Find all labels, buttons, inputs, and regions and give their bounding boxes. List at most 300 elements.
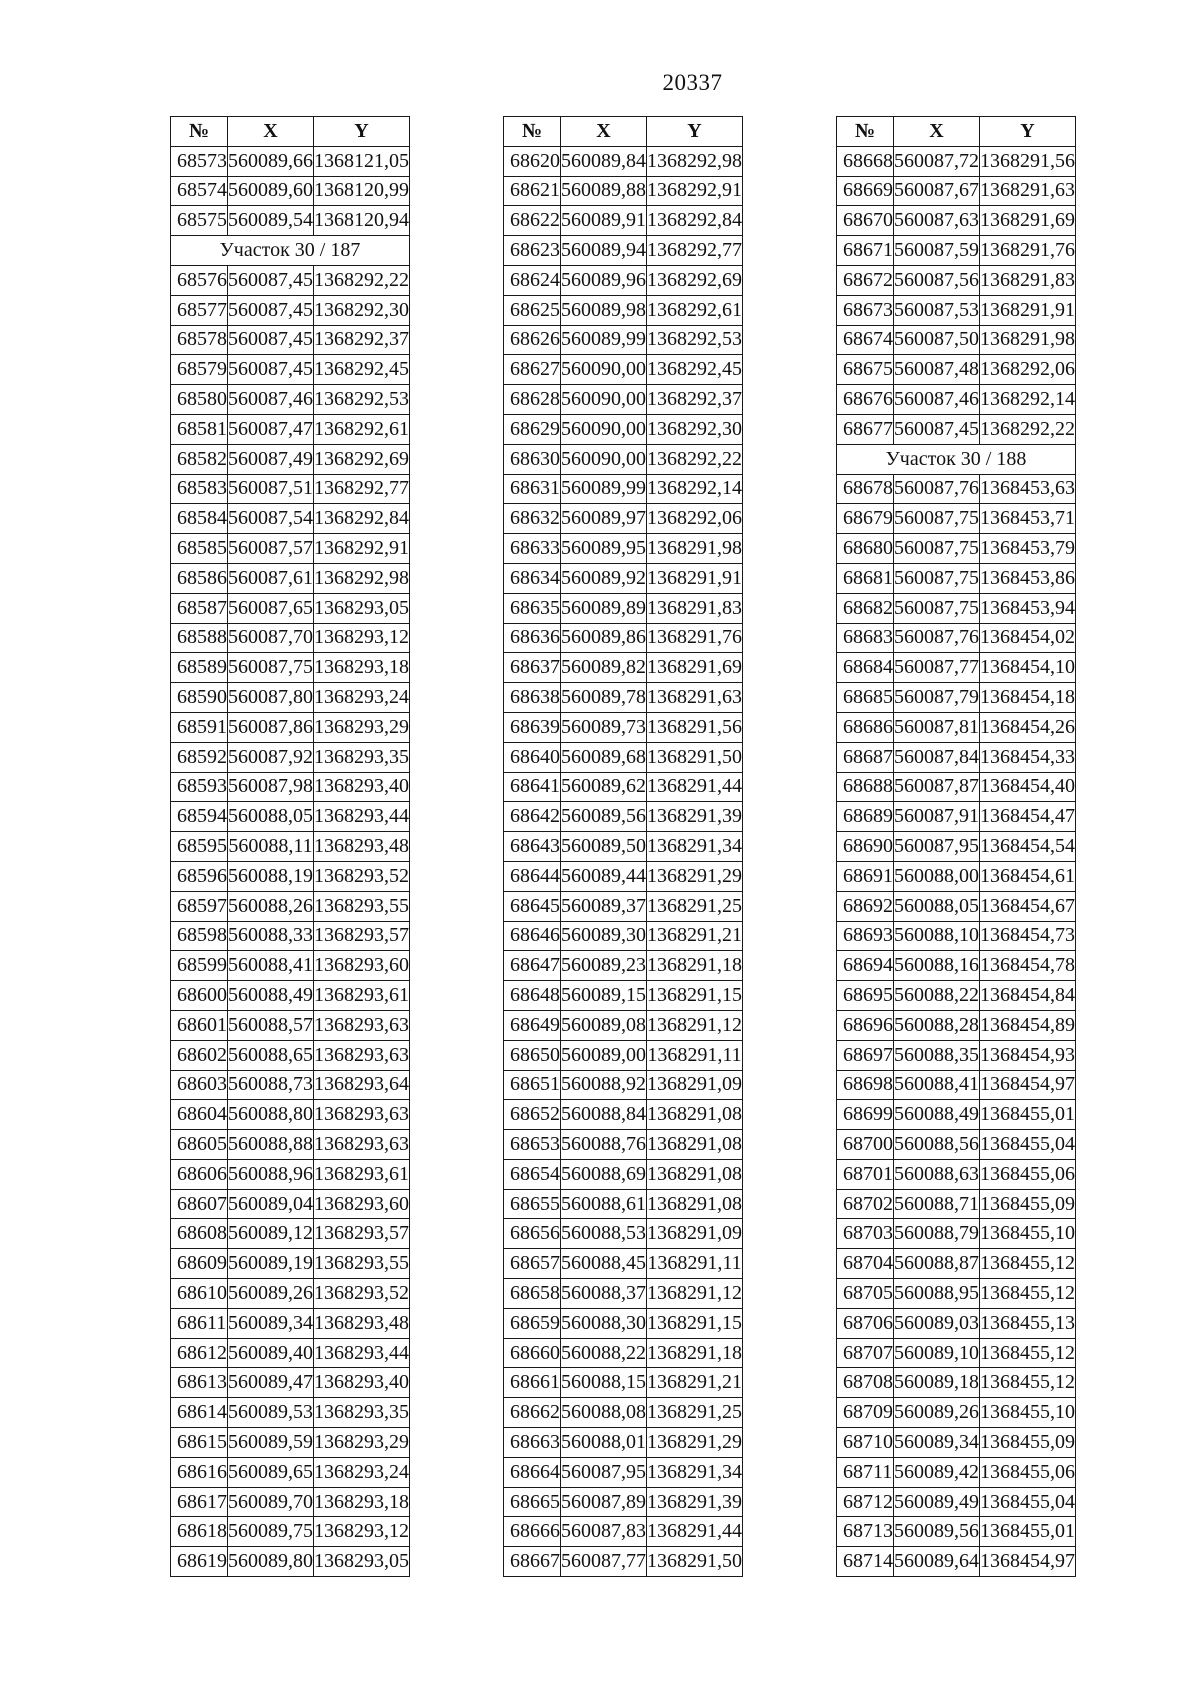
point-number-cell: 68706 — [837, 1308, 894, 1338]
table-row — [837, 1457, 1076, 1487]
table-row — [504, 1219, 743, 1249]
table-row — [171, 1428, 410, 1458]
table-row — [171, 206, 410, 236]
table-row — [504, 504, 743, 534]
x-coordinate-cell: 560089,34 — [894, 1428, 980, 1458]
table-row — [837, 206, 1076, 236]
table-row — [171, 832, 410, 862]
x-coordinate-cell: 560090,00 — [561, 355, 647, 385]
point-number-cell: 68704 — [837, 1249, 894, 1279]
point-number-cell: 68575 — [171, 206, 228, 236]
point-number-cell: 68655 — [504, 1189, 561, 1219]
point-number-cell: 68590 — [171, 683, 228, 713]
table-row — [171, 951, 410, 981]
point-number-cell: 68606 — [171, 1159, 228, 1189]
y-coordinate-cell: 1368291,63 — [980, 176, 1076, 206]
y-coordinate-cell: 1368453,63 — [980, 474, 1076, 504]
table-row — [504, 1428, 743, 1458]
y-coordinate-cell: 1368454,54 — [980, 832, 1076, 862]
x-coordinate-cell: 560089,56 — [561, 802, 647, 832]
point-number-cell: 68613 — [171, 1368, 228, 1398]
point-number-cell: 68597 — [171, 891, 228, 921]
y-coordinate-cell: 1368293,61 — [314, 1159, 410, 1189]
table-row — [504, 1130, 743, 1160]
point-number-cell: 68615 — [171, 1428, 228, 1458]
y-coordinate-cell: 1368292,98 — [314, 563, 410, 593]
x-coordinate-cell: 560088,05 — [894, 891, 980, 921]
point-number-cell: 68712 — [837, 1487, 894, 1517]
table-row — [504, 891, 743, 921]
header-x: X — [228, 117, 314, 147]
point-number-cell: 68617 — [171, 1487, 228, 1517]
y-coordinate-cell: 1368454,73 — [980, 921, 1076, 951]
table-row — [504, 563, 743, 593]
point-number-cell: 68587 — [171, 593, 228, 623]
point-number-cell: 68624 — [504, 265, 561, 295]
y-coordinate-cell: 1368455,10 — [980, 1398, 1076, 1428]
x-coordinate-cell: 560089,89 — [561, 593, 647, 623]
x-coordinate-cell: 560089,68 — [561, 742, 647, 772]
x-coordinate-cell: 560089,64 — [894, 1547, 980, 1577]
point-number-cell: 68698 — [837, 1070, 894, 1100]
point-number-cell: 68707 — [837, 1338, 894, 1368]
y-coordinate-cell: 1368292,22 — [980, 414, 1076, 444]
table-body — [837, 146, 1076, 1576]
point-number-cell: 68632 — [504, 504, 561, 534]
table-row — [837, 712, 1076, 742]
point-number-cell: 68687 — [837, 742, 894, 772]
table-row — [837, 563, 1076, 593]
x-coordinate-cell: 560087,83 — [561, 1517, 647, 1547]
y-coordinate-cell: 1368293,24 — [314, 683, 410, 713]
point-number-cell: 68642 — [504, 802, 561, 832]
point-number-cell: 68631 — [504, 474, 561, 504]
y-coordinate-cell: 1368293,48 — [314, 832, 410, 862]
y-coordinate-cell: 1368454,10 — [980, 653, 1076, 683]
point-number-cell: 68608 — [171, 1219, 228, 1249]
table-row — [171, 623, 410, 653]
table-row — [504, 712, 743, 742]
table-row — [504, 1010, 743, 1040]
table-row — [504, 444, 743, 474]
point-number-cell: 68600 — [171, 981, 228, 1011]
y-coordinate-cell: 1368292,30 — [314, 295, 410, 325]
x-coordinate-cell: 560087,45 — [894, 414, 980, 444]
point-number-cell: 68574 — [171, 176, 228, 206]
x-coordinate-cell: 560087,53 — [894, 295, 980, 325]
x-coordinate-cell: 560087,45 — [228, 295, 314, 325]
table-row — [837, 593, 1076, 623]
point-number-cell: 68711 — [837, 1457, 894, 1487]
point-number-cell: 68584 — [171, 504, 228, 534]
x-coordinate-cell: 560089,42 — [894, 1457, 980, 1487]
table-row — [837, 981, 1076, 1011]
y-coordinate-cell: 1368293,64 — [314, 1070, 410, 1100]
table-row — [171, 772, 410, 802]
y-coordinate-cell: 1368291,83 — [980, 265, 1076, 295]
table-row — [504, 683, 743, 713]
y-coordinate-cell: 1368291,08 — [647, 1130, 743, 1160]
point-number-cell: 68664 — [504, 1457, 561, 1487]
y-coordinate-cell: 1368291,18 — [647, 951, 743, 981]
table-row — [504, 236, 743, 266]
y-coordinate-cell: 1368291,15 — [647, 981, 743, 1011]
point-number-cell: 68648 — [504, 981, 561, 1011]
point-number-cell: 68682 — [837, 593, 894, 623]
y-coordinate-cell: 1368291,25 — [647, 891, 743, 921]
x-coordinate-cell: 560089,56 — [894, 1517, 980, 1547]
x-coordinate-cell: 560088,22 — [561, 1338, 647, 1368]
x-coordinate-cell: 560087,72 — [894, 146, 980, 176]
x-coordinate-cell: 560087,48 — [894, 355, 980, 385]
y-coordinate-cell: 1368292,22 — [647, 444, 743, 474]
table-row — [171, 474, 410, 504]
x-coordinate-cell: 560089,40 — [228, 1338, 314, 1368]
y-coordinate-cell: 1368454,67 — [980, 891, 1076, 921]
point-number-cell: 68691 — [837, 861, 894, 891]
table-row — [504, 1517, 743, 1547]
table-row — [171, 355, 410, 385]
table-row — [837, 861, 1076, 891]
point-number-cell: 68667 — [504, 1547, 561, 1577]
table-row — [837, 891, 1076, 921]
y-coordinate-cell: 1368454,18 — [980, 683, 1076, 713]
y-coordinate-cell: 1368454,61 — [980, 861, 1076, 891]
x-coordinate-cell: 560089,66 — [228, 146, 314, 176]
point-number-cell: 68594 — [171, 802, 228, 832]
x-coordinate-cell: 560089,15 — [561, 981, 647, 1011]
y-coordinate-cell: 1368455,04 — [980, 1487, 1076, 1517]
point-number-cell: 68702 — [837, 1189, 894, 1219]
x-coordinate-cell: 560087,54 — [228, 504, 314, 534]
x-coordinate-cell: 560087,57 — [228, 534, 314, 564]
y-coordinate-cell: 1368293,61 — [314, 981, 410, 1011]
y-coordinate-cell: 1368291,12 — [647, 1010, 743, 1040]
table-row — [171, 1457, 410, 1487]
y-coordinate-cell: 1368293,48 — [314, 1308, 410, 1338]
coordinate-table — [836, 116, 1076, 1577]
x-coordinate-cell: 560088,65 — [228, 1040, 314, 1070]
section-title: Участок 30 / 187 — [171, 236, 410, 266]
x-coordinate-cell: 560088,63 — [894, 1159, 980, 1189]
y-coordinate-cell: 1368455,09 — [980, 1189, 1076, 1219]
section-row — [171, 236, 410, 266]
x-coordinate-cell: 560088,00 — [894, 861, 980, 891]
point-number-cell: 68585 — [171, 534, 228, 564]
x-coordinate-cell: 560089,44 — [561, 861, 647, 891]
x-coordinate-cell: 560089,26 — [894, 1398, 980, 1428]
y-coordinate-cell: 1368293,55 — [314, 1249, 410, 1279]
table-row — [504, 1457, 743, 1487]
point-number-cell: 68650 — [504, 1040, 561, 1070]
table-row — [171, 1130, 410, 1160]
point-number-cell: 68646 — [504, 921, 561, 951]
x-coordinate-cell: 560089,96 — [561, 265, 647, 295]
coordinate-table — [503, 116, 743, 1577]
table-row — [504, 921, 743, 951]
x-coordinate-cell: 560087,91 — [894, 802, 980, 832]
point-number-cell: 68714 — [837, 1547, 894, 1577]
y-coordinate-cell: 1368291,21 — [647, 1368, 743, 1398]
section-row — [837, 444, 1076, 474]
y-coordinate-cell: 1368121,05 — [314, 146, 410, 176]
point-number-cell: 68601 — [171, 1010, 228, 1040]
y-coordinate-cell: 1368291,08 — [647, 1100, 743, 1130]
y-coordinate-cell: 1368291,08 — [647, 1189, 743, 1219]
point-number-cell: 68627 — [504, 355, 561, 385]
y-coordinate-cell: 1368454,26 — [980, 712, 1076, 742]
point-number-cell: 68677 — [837, 414, 894, 444]
point-number-cell: 68625 — [504, 295, 561, 325]
x-coordinate-cell: 560088,19 — [228, 861, 314, 891]
y-coordinate-cell: 1368293,40 — [314, 1368, 410, 1398]
header-number: № — [504, 117, 561, 147]
table-row — [171, 385, 410, 415]
point-number-cell: 68583 — [171, 474, 228, 504]
x-coordinate-cell: 560088,76 — [561, 1130, 647, 1160]
y-coordinate-cell: 1368454,40 — [980, 772, 1076, 802]
point-number-cell: 68649 — [504, 1010, 561, 1040]
x-coordinate-cell: 560088,71 — [894, 1189, 980, 1219]
header-number: № — [171, 117, 228, 147]
y-coordinate-cell: 1368453,94 — [980, 593, 1076, 623]
header-y: Y — [314, 117, 410, 147]
point-number-cell: 68588 — [171, 623, 228, 653]
y-coordinate-cell: 1368291,09 — [647, 1070, 743, 1100]
y-coordinate-cell: 1368292,14 — [980, 385, 1076, 415]
point-number-cell: 68675 — [837, 355, 894, 385]
table-row — [837, 1219, 1076, 1249]
point-number-cell: 68596 — [171, 861, 228, 891]
x-coordinate-cell: 560088,08 — [561, 1398, 647, 1428]
x-coordinate-cell: 560087,89 — [561, 1487, 647, 1517]
table-row — [171, 1219, 410, 1249]
y-coordinate-cell: 1368291,56 — [980, 146, 1076, 176]
x-coordinate-cell: 560089,03 — [894, 1308, 980, 1338]
point-number-cell: 68639 — [504, 712, 561, 742]
x-coordinate-cell: 560089,62 — [561, 772, 647, 802]
point-number-cell: 68636 — [504, 623, 561, 653]
y-coordinate-cell: 1368291,25 — [647, 1398, 743, 1428]
y-coordinate-cell: 1368293,12 — [314, 1517, 410, 1547]
table-row — [837, 474, 1076, 504]
x-coordinate-cell: 560087,45 — [228, 355, 314, 385]
point-number-cell: 68660 — [504, 1338, 561, 1368]
point-number-cell: 68697 — [837, 1040, 894, 1070]
point-number-cell: 68674 — [837, 325, 894, 355]
point-number-cell: 68640 — [504, 742, 561, 772]
point-number-cell: 68654 — [504, 1159, 561, 1189]
point-number-cell: 68573 — [171, 146, 228, 176]
table-row — [504, 295, 743, 325]
point-number-cell: 68684 — [837, 653, 894, 683]
table-row — [837, 802, 1076, 832]
x-coordinate-cell: 560087,46 — [228, 385, 314, 415]
table-row — [171, 593, 410, 623]
point-number-cell: 68581 — [171, 414, 228, 444]
y-coordinate-cell: 1368293,52 — [314, 861, 410, 891]
point-number-cell: 68694 — [837, 951, 894, 981]
x-coordinate-cell: 560087,95 — [894, 832, 980, 862]
y-coordinate-cell: 1368293,40 — [314, 772, 410, 802]
table-row — [504, 385, 743, 415]
x-coordinate-cell: 560089,70 — [228, 1487, 314, 1517]
table-row — [837, 1398, 1076, 1428]
point-number-cell: 68638 — [504, 683, 561, 713]
y-coordinate-cell: 1368291,91 — [980, 295, 1076, 325]
y-coordinate-cell: 1368292,53 — [647, 325, 743, 355]
y-coordinate-cell: 1368292,77 — [647, 236, 743, 266]
y-coordinate-cell: 1368292,91 — [647, 176, 743, 206]
y-coordinate-cell: 1368293,57 — [314, 921, 410, 951]
point-number-cell: 68616 — [171, 1457, 228, 1487]
y-coordinate-cell: 1368455,06 — [980, 1457, 1076, 1487]
point-number-cell: 68621 — [504, 176, 561, 206]
point-number-cell: 68662 — [504, 1398, 561, 1428]
table-row — [837, 504, 1076, 534]
x-coordinate-cell: 560087,75 — [894, 593, 980, 623]
point-number-cell: 68679 — [837, 504, 894, 534]
x-coordinate-cell: 560088,92 — [561, 1070, 647, 1100]
x-coordinate-cell: 560088,49 — [228, 981, 314, 1011]
x-coordinate-cell: 560088,22 — [894, 981, 980, 1011]
point-number-cell: 68688 — [837, 772, 894, 802]
table-row — [171, 414, 410, 444]
x-coordinate-cell: 560090,00 — [561, 414, 647, 444]
x-coordinate-cell: 560087,65 — [228, 593, 314, 623]
x-coordinate-cell: 560089,95 — [561, 534, 647, 564]
point-number-cell: 68644 — [504, 861, 561, 891]
table-row — [837, 623, 1076, 653]
x-coordinate-cell: 560087,79 — [894, 683, 980, 713]
table-row — [504, 1040, 743, 1070]
point-number-cell: 68576 — [171, 265, 228, 295]
table-row — [504, 534, 743, 564]
x-coordinate-cell: 560087,95 — [561, 1457, 647, 1487]
point-number-cell: 68637 — [504, 653, 561, 683]
table-row — [837, 1070, 1076, 1100]
x-coordinate-cell: 560089,94 — [561, 236, 647, 266]
point-number-cell: 68579 — [171, 355, 228, 385]
y-coordinate-cell: 1368454,02 — [980, 623, 1076, 653]
table-row — [837, 265, 1076, 295]
point-number-cell: 68713 — [837, 1517, 894, 1547]
point-number-cell: 68595 — [171, 832, 228, 862]
point-number-cell: 68681 — [837, 563, 894, 593]
table-row — [504, 1547, 743, 1577]
y-coordinate-cell: 1368455,10 — [980, 1219, 1076, 1249]
x-coordinate-cell: 560088,26 — [228, 891, 314, 921]
point-number-cell: 68658 — [504, 1279, 561, 1309]
x-coordinate-cell: 560087,80 — [228, 683, 314, 713]
x-coordinate-cell: 560089,34 — [228, 1308, 314, 1338]
x-coordinate-cell: 560087,86 — [228, 712, 314, 742]
point-number-cell: 68647 — [504, 951, 561, 981]
y-coordinate-cell: 1368293,35 — [314, 1398, 410, 1428]
point-number-cell: 68628 — [504, 385, 561, 415]
x-coordinate-cell: 560087,84 — [894, 742, 980, 772]
y-coordinate-cell: 1368293,29 — [314, 1428, 410, 1458]
point-number-cell: 68700 — [837, 1130, 894, 1160]
y-coordinate-cell: 1368292,91 — [314, 534, 410, 564]
table-row — [504, 1070, 743, 1100]
table-row — [171, 295, 410, 325]
table-row — [171, 444, 410, 474]
table-row — [504, 474, 743, 504]
table-row — [504, 861, 743, 891]
point-number-cell: 68653 — [504, 1130, 561, 1160]
table-row — [504, 593, 743, 623]
y-coordinate-cell: 1368291,11 — [647, 1249, 743, 1279]
y-coordinate-cell: 1368454,97 — [980, 1070, 1076, 1100]
x-coordinate-cell: 560090,00 — [561, 444, 647, 474]
x-coordinate-cell: 560088,80 — [228, 1100, 314, 1130]
table-row — [171, 1517, 410, 1547]
point-number-cell: 68673 — [837, 295, 894, 325]
y-coordinate-cell: 1368453,86 — [980, 563, 1076, 593]
point-number-cell: 68618 — [171, 1517, 228, 1547]
table-row — [504, 951, 743, 981]
table-row — [504, 1189, 743, 1219]
y-coordinate-cell: 1368455,12 — [980, 1249, 1076, 1279]
table-row — [171, 176, 410, 206]
y-coordinate-cell: 1368455,09 — [980, 1428, 1076, 1458]
point-number-cell: 68619 — [171, 1547, 228, 1577]
x-coordinate-cell: 560089,91 — [561, 206, 647, 236]
table-row — [504, 742, 743, 772]
y-coordinate-cell: 1368291,34 — [647, 832, 743, 862]
table-row — [171, 1487, 410, 1517]
table-row — [504, 1308, 743, 1338]
point-number-cell: 68693 — [837, 921, 894, 951]
table-row — [504, 1368, 743, 1398]
x-coordinate-cell: 560087,67 — [894, 176, 980, 206]
table-row — [837, 1100, 1076, 1130]
x-coordinate-cell: 560088,01 — [561, 1428, 647, 1458]
y-coordinate-cell: 1368291,39 — [647, 1487, 743, 1517]
point-number-cell: 68634 — [504, 563, 561, 593]
x-coordinate-cell: 560088,30 — [561, 1308, 647, 1338]
table-row — [837, 1249, 1076, 1279]
point-number-cell: 68611 — [171, 1308, 228, 1338]
x-coordinate-cell: 560089,37 — [561, 891, 647, 921]
point-number-cell: 68695 — [837, 981, 894, 1011]
y-coordinate-cell: 1368291,69 — [647, 653, 743, 683]
y-coordinate-cell: 1368455,12 — [980, 1368, 1076, 1398]
y-coordinate-cell: 1368454,93 — [980, 1040, 1076, 1070]
x-coordinate-cell: 560087,56 — [894, 265, 980, 295]
point-number-cell: 68645 — [504, 891, 561, 921]
y-coordinate-cell: 1368455,06 — [980, 1159, 1076, 1189]
x-coordinate-cell: 560088,53 — [561, 1219, 647, 1249]
table-row — [504, 623, 743, 653]
point-number-cell: 68710 — [837, 1428, 894, 1458]
point-number-cell: 68641 — [504, 772, 561, 802]
point-number-cell: 68586 — [171, 563, 228, 593]
y-coordinate-cell: 1368454,89 — [980, 1010, 1076, 1040]
x-coordinate-cell: 560087,50 — [894, 325, 980, 355]
x-coordinate-cell: 560089,54 — [228, 206, 314, 236]
y-coordinate-cell: 1368291,34 — [647, 1457, 743, 1487]
y-coordinate-cell: 1368291,50 — [647, 742, 743, 772]
point-number-cell: 68578 — [171, 325, 228, 355]
x-coordinate-cell: 560089,84 — [561, 146, 647, 176]
table-row — [171, 653, 410, 683]
y-coordinate-cell: 1368292,37 — [647, 385, 743, 415]
table-row — [837, 355, 1076, 385]
x-coordinate-cell: 560087,47 — [228, 414, 314, 444]
point-number-cell: 68666 — [504, 1517, 561, 1547]
